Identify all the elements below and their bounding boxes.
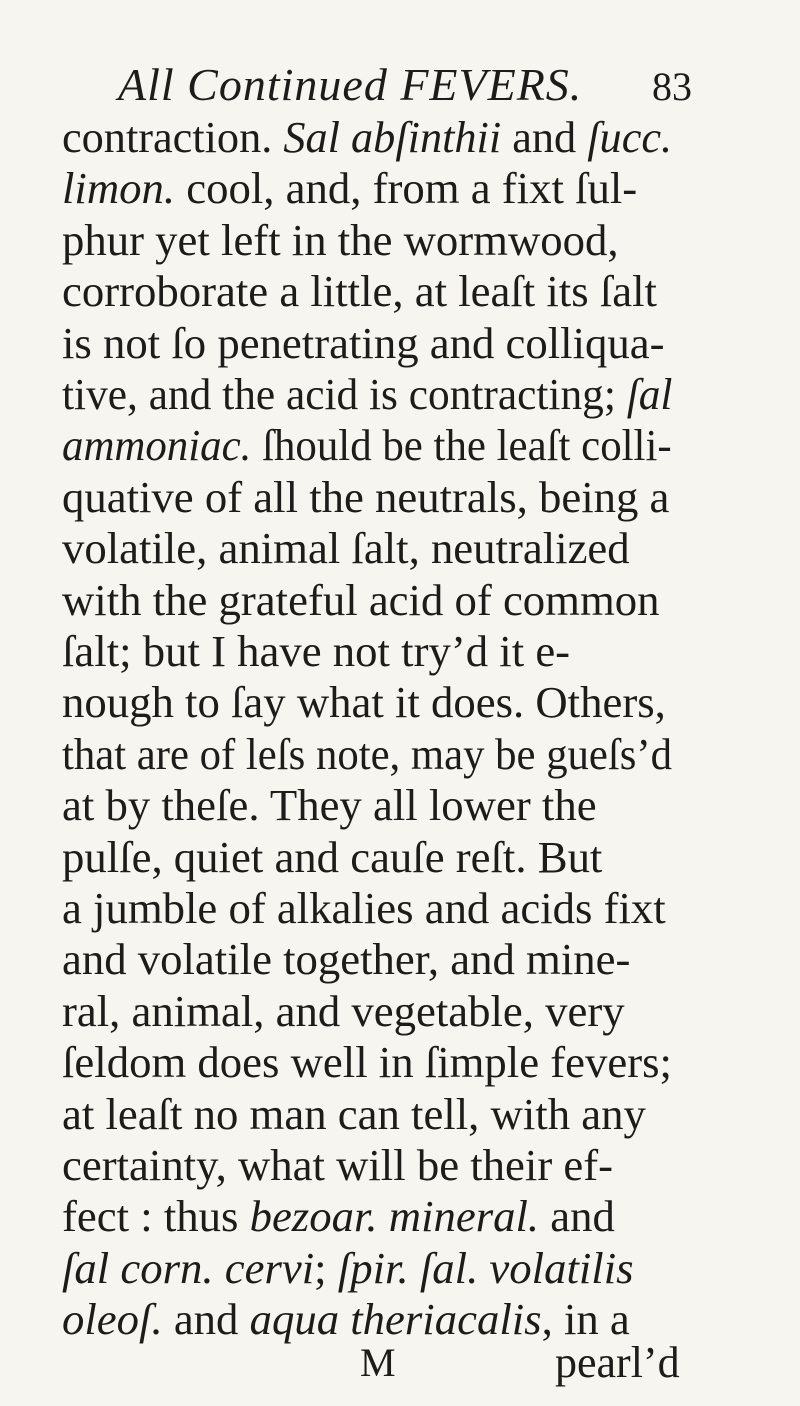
text-run: oleoſ. xyxy=(62,1295,163,1345)
text-run: pulſe, quiet and cauſe reſt. But xyxy=(62,832,603,882)
text-run: ſalt; but I have not try’d it e- xyxy=(62,627,571,676)
text-line xyxy=(62,1189,672,1245)
text-line xyxy=(62,1138,672,1194)
text-line xyxy=(62,418,672,474)
text-line xyxy=(62,367,673,423)
text-line xyxy=(62,778,672,834)
text-line xyxy=(62,675,672,731)
text-run: at leaſt no man can tell, with any xyxy=(62,1089,646,1139)
text-run: quative of all the neutrals, being a xyxy=(62,472,670,522)
text-run: bezoar. mineral. xyxy=(249,1192,540,1242)
text-run: contraction. xyxy=(62,113,284,162)
text-run: Sal abſinthii xyxy=(283,113,502,162)
text-run: ſal xyxy=(626,370,673,419)
text-run: ammoniac. xyxy=(62,421,252,471)
text-run: and xyxy=(501,113,588,162)
text-line xyxy=(62,161,672,217)
text-run: phur yet left in the wormwood, xyxy=(62,215,619,265)
text-run: limon. xyxy=(62,164,176,214)
text-line xyxy=(62,1035,672,1091)
text-run: and xyxy=(539,1192,615,1242)
text-line xyxy=(62,316,672,372)
text-run: ral, animal, and vegetable, very xyxy=(62,986,625,1036)
text-run: nough to ſay what it does. Others, xyxy=(62,678,666,728)
text-line xyxy=(62,1241,672,1297)
text-run: ſpir. ſal. volatilis xyxy=(337,1243,634,1293)
text-run: certainty, what will be their ef- xyxy=(62,1141,614,1190)
text-line xyxy=(62,521,672,577)
signature-mark: M xyxy=(360,1340,396,1385)
text-run: at by theſe. They all lower the xyxy=(62,781,597,831)
text-line xyxy=(62,881,672,937)
text-run: volatile, animal ſalt, neutralized xyxy=(62,524,630,574)
running-head-title: All Continued FEVERS. xyxy=(118,59,583,110)
text-line xyxy=(62,264,672,320)
text-run: cool, and, from a fixt ſul- xyxy=(175,164,638,214)
text-run: fect : thus xyxy=(62,1192,250,1242)
text-run: is not ſo penetrating and colliqua- xyxy=(62,318,665,368)
text-run: a jumble of alkalies and acids fixt xyxy=(62,884,666,933)
page-number: 83 xyxy=(652,64,692,109)
text-line xyxy=(62,213,672,269)
text-line xyxy=(62,727,673,783)
text-line xyxy=(62,573,672,629)
text-run: and xyxy=(162,1295,250,1345)
text-line xyxy=(62,470,672,526)
text-run: aqua theriacalis xyxy=(249,1295,542,1345)
text-line xyxy=(62,624,672,680)
text-run: that are of leſs note, may be gueſs’d xyxy=(62,729,673,779)
text-run: ſal corn. cervi xyxy=(62,1243,315,1293)
text-line xyxy=(62,1087,672,1143)
text-run: tive, and the acid is contracting; xyxy=(62,370,627,419)
text-run: ; xyxy=(314,1243,338,1293)
text-run: ſucc. xyxy=(587,113,673,162)
text-run: with the grateful acid of common xyxy=(62,575,660,625)
text-run: , in a xyxy=(541,1295,630,1345)
text-line xyxy=(62,830,672,886)
catchword: pearl’d xyxy=(555,1338,680,1387)
text-run: corroborate a little, at leaſt its ſalt xyxy=(62,267,657,317)
text-run: ſhould be the leaſt colli- xyxy=(251,421,672,471)
text-run: and volatile together, and mine- xyxy=(62,935,631,985)
text-line xyxy=(62,110,673,166)
text-run: ſeldom does well in ſimple fevers; xyxy=(62,1038,672,1088)
text-line xyxy=(62,984,672,1040)
text-line xyxy=(62,932,672,988)
